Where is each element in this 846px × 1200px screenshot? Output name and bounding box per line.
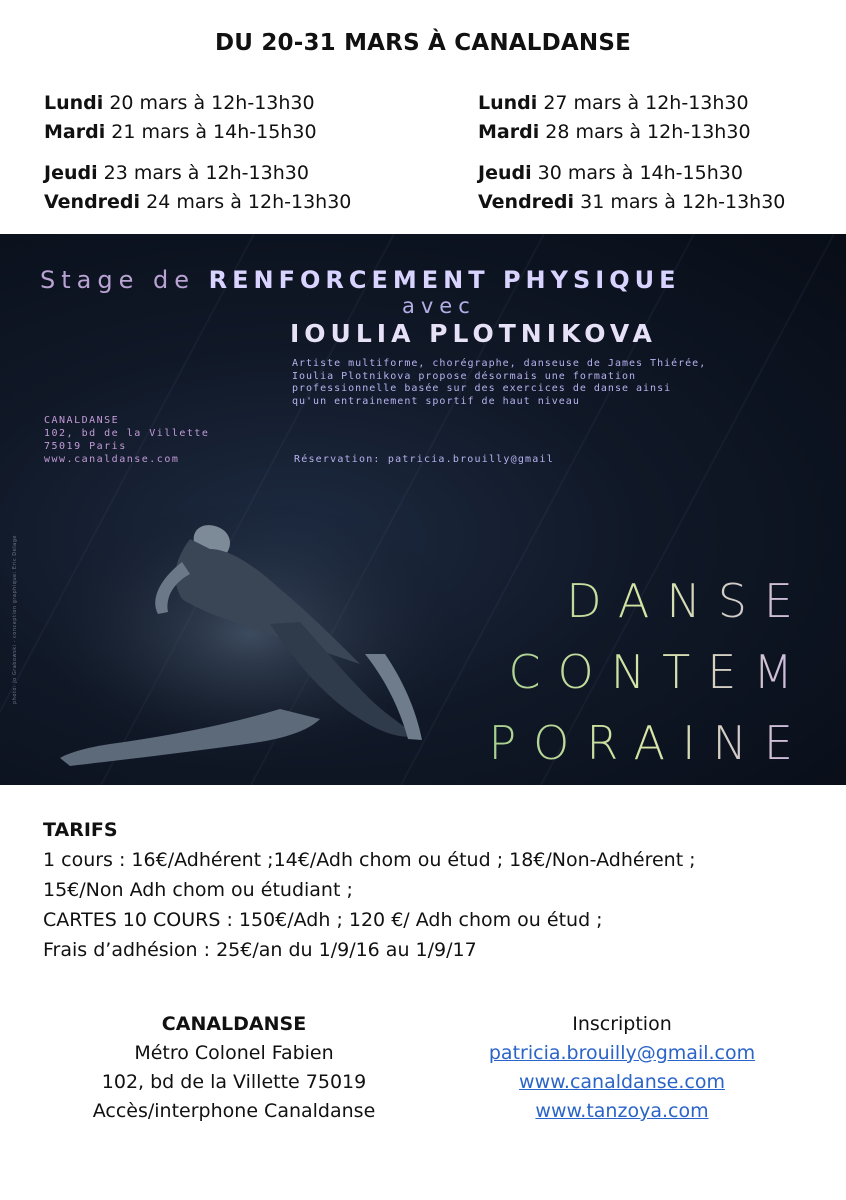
inscription-heading: Inscription [572,1013,672,1035]
venue-line: Métro Colonel Fabien [134,1042,334,1064]
poster-description-line: Artiste multiforme, chorégraphe, danseuse de James Thiérée, [292,358,707,369]
schedule-details: 23 mars à 12h-13h30 [97,162,309,184]
tarifs-line: 1 cours : 16€/Adhérent ;14€/Adh chom ou étud ; 18€/Non-Adhérent ; [43,849,696,871]
schedule-left-column [44,89,351,217]
tarifs-section [43,815,696,965]
schedule-spacer [44,147,351,159]
schedule-spacer [478,147,785,159]
schedule-entry [44,118,351,147]
poster-headline-prefix: Stage de [40,266,209,294]
schedule-entry [478,118,785,147]
schedule-day: Mardi [44,121,106,143]
poster-reservation: Réservation: patricia.brouilly@gmail [294,454,554,465]
schedule-entry [478,159,785,188]
schedule-details: 21 mars à 14h-15h30 [105,121,317,143]
poster-headline-strong: RENFORCEMENT PHYSIQUE [208,266,681,294]
venue-line: Accès/interphone Canaldanse [92,1100,376,1122]
poster-description-line: Ioulia Plotnikova propose désormais une formation [292,370,637,382]
schedule-day: Mardi [478,121,540,143]
schedule-details: 31 mars à 12h-13h30 [574,191,786,213]
tarifs-line: Frais d’adhésion : 25€/an du 1/9/16 au 1/9/17 [43,939,477,961]
schedule-details: 27 mars à 12h-13h30 [537,92,749,114]
schedule-right-column [478,89,785,217]
poster-photo-credit: photo: Jo Grabowski - conception graphique: Eric Delage [12,535,18,704]
schedule-details: 30 mars à 14h-15h30 [531,162,743,184]
big-title-line: CONTEM [488,637,810,708]
poster-headline [40,266,681,294]
poster-address-line: 102, bd de la Villette [44,428,210,439]
schedule-entry [44,159,351,188]
poster-image [0,234,846,785]
schedule-details: 28 mars à 12h-13h30 [539,121,751,143]
schedule-day: Jeudi [44,162,98,184]
venue-heading: CANALDANSE [161,1013,307,1035]
schedule-entry [44,89,351,118]
inscription-info [432,1010,812,1126]
tarifs-line: CARTES 10 COURS : 150€/Adh ; 120 €/ Adh chom ou étud ; [43,909,603,931]
schedule-details: 20 mars à 12h-13h30 [103,92,315,114]
big-title-line: DANSE [488,566,810,637]
poster-description-line: professionnelle basée sur des exercices de danse ainsi [292,383,672,394]
poster-artist-name: IOULIA PLOTNIKOVA [290,319,657,348]
page-title: DU 20-31 MARS À CANALDANSE [214,30,632,56]
tarifs-line: 15€/Non Adh chom ou étudiant ; [43,879,353,901]
venue-line: 102, bd de la Villette 75019 [101,1071,367,1093]
poster-address-line: 75019 Paris [44,441,127,452]
schedule-day: Vendredi [44,191,141,213]
tanzoya-link[interactable]: www.tanzoya.com [535,1100,709,1122]
poster-address-line: www.canaldanse.com [44,454,180,465]
tarifs-heading: TARIFS [43,819,118,841]
schedule-entry [478,188,785,217]
canaldanse-link[interactable]: www.canaldanse.com [519,1071,725,1093]
schedule-day: Lundi [478,92,538,114]
dancer-silhouette [40,504,500,784]
venue-info [44,1010,424,1126]
poster-avec: avec [402,294,476,318]
poster-address [44,414,209,466]
schedule-entry [44,188,351,217]
email-link[interactable]: patricia.brouilly@gmail.com [488,1042,756,1064]
schedule-day: Lundi [44,92,104,114]
schedule-entry [478,89,785,118]
schedule-details: 24 mars à 12h-13h30 [140,191,352,213]
poster-description-line: qu'un entrainement sportif de haut niveau [292,395,580,407]
poster-address-line: CANALDANSE [44,415,120,426]
schedule-day: Vendredi [478,191,575,213]
poster-description [292,358,762,408]
big-title-line: PORAINE [488,708,810,779]
schedule-day: Jeudi [478,162,532,184]
poster-big-title [488,566,810,779]
